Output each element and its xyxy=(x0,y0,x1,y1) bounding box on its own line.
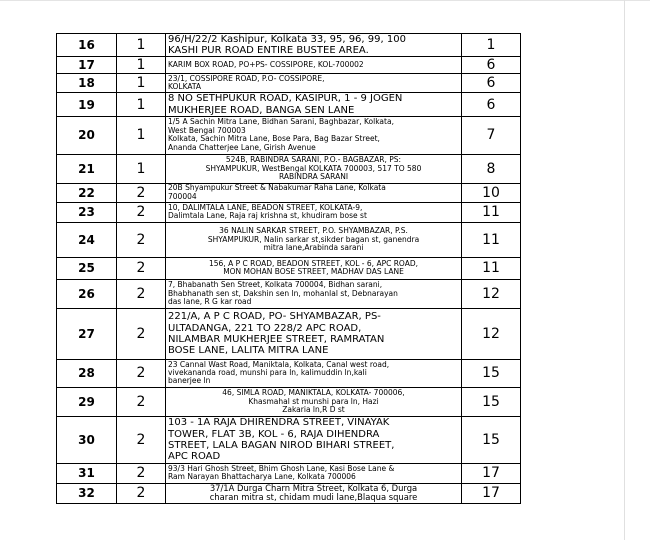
assembly-number-cell: 1 xyxy=(117,116,166,154)
serial-number-cell: 32 xyxy=(57,483,117,503)
table-row xyxy=(57,279,521,308)
table-row xyxy=(57,202,521,222)
serial-number-cell: 16 xyxy=(57,34,117,57)
serial-number-cell: 29 xyxy=(57,387,117,416)
assembly-number-cell: 2 xyxy=(117,463,166,483)
serial-number-cell: 19 xyxy=(57,93,117,116)
table-row xyxy=(57,257,521,279)
page-right-edge xyxy=(624,0,625,540)
ward-number-cell: 17 xyxy=(462,463,521,483)
serial-number-cell: 20 xyxy=(57,116,117,154)
ward-number-cell: 15 xyxy=(462,416,521,463)
assembly-number-cell: 2 xyxy=(117,279,166,308)
address-cell: 96/H/22/2 Kashipur, Kolkata 33, 95, 96, 99, 100 KASHI PUR ROAD ENTIRE BUSTEE AREA. xyxy=(166,34,462,57)
address-cell: 1/5 A Sachin Mitra Lane, Bidhan Sarani, Baghbazar, Kolkata, West Bengal 700003 Kolkata, Sachin Mitra Lane, Bose Para, Bag Bazar Street, Ananda Chatterjee Lane, Girish Avenue xyxy=(166,116,462,154)
table-row xyxy=(57,34,521,57)
address-cell: 93/3 Hari Ghosh Street, Bhim Ghosh Lane, Kasi Bose Lane & Ram Narayan Bhattacharya Lane, Kolkata 700006 xyxy=(166,463,462,483)
ward-number-cell: 15 xyxy=(462,359,521,387)
table-row xyxy=(57,359,521,387)
table-row xyxy=(57,222,521,257)
address-cell: 221/A, A P C ROAD, PO- SHYAMBAZAR, PS- ULTADANGA, 221 TO 228/2 APC ROAD, NILAMBAR MUKHERJEE STREET, RAMRATAN BOSE LANE, LALITA MITRA LANE xyxy=(166,308,462,359)
ward-number-cell: 11 xyxy=(462,257,521,279)
address-cell: 46, SIMLA ROAD, MANIKTALA, KOLKATA- 700006, Khasmahal st munshi para ln, Hazi Zakaria ln,R D st xyxy=(166,387,462,416)
table-row xyxy=(57,416,521,463)
serial-number-cell: 26 xyxy=(57,279,117,308)
address-cell: 37/1A Durga Charn Mitra Street, Kolkata 6, Durga charan mitra st, chidam mudi lane,Blaqua square xyxy=(166,483,462,503)
ward-number-cell: 1 xyxy=(462,34,521,57)
assembly-number-cell: 2 xyxy=(117,308,166,359)
ward-number-cell: 12 xyxy=(462,308,521,359)
assembly-number-cell: 2 xyxy=(117,222,166,257)
assembly-number-cell: 1 xyxy=(117,74,166,93)
address-cell: 20B Shyampukur Street & Nabakumar Raha Lane, Kolkata 700004 xyxy=(166,183,462,202)
page-top-edge xyxy=(0,0,650,1)
serial-number-cell: 17 xyxy=(57,57,117,74)
assembly-number-cell: 2 xyxy=(117,387,166,416)
address-cell: 156, A P C ROAD, BEADON STREET, KOL - 6, APC ROAD, MON MOHAN BOSE STREET, MADHAV DAS LANE xyxy=(166,257,462,279)
assembly-number-cell: 2 xyxy=(117,483,166,503)
ward-number-cell: 17 xyxy=(462,483,521,503)
address-cell: 8 NO SETHPUKUR ROAD, KASIPUR, 1 - 9 JOGEN MUKHERJEE ROAD, BANGA SEN LANE xyxy=(166,93,462,116)
table-row xyxy=(57,308,521,359)
address-cell: 36 NALIN SARKAR STREET, P.O. SHYAMBAZAR, P.S. SHYAMPUKUR, Nalin sarkar st,sikder bagan st, ganendra mitra lane,Arabinda sarani xyxy=(166,222,462,257)
table-row xyxy=(57,93,521,116)
table-row xyxy=(57,57,521,74)
serial-number-cell: 25 xyxy=(57,257,117,279)
serial-number-cell: 28 xyxy=(57,359,117,387)
address-cell: 23/1, COSSIPORE ROAD, P.O- COSSIPORE, KOLKATA xyxy=(166,74,462,93)
assembly-number-cell: 2 xyxy=(117,183,166,202)
address-table xyxy=(56,33,521,504)
table-row xyxy=(57,154,521,183)
ward-number-cell: 6 xyxy=(462,74,521,93)
serial-number-cell: 23 xyxy=(57,202,117,222)
table-row xyxy=(57,463,521,483)
ward-number-cell: 12 xyxy=(462,279,521,308)
address-cell: 10, DALIMTALA LANE, BEADON STREET, KOLKATA-9, Dalimtala Lane, Raja raj krishna st, khudiram bose st xyxy=(166,202,462,222)
serial-number-cell: 30 xyxy=(57,416,117,463)
serial-number-cell: 24 xyxy=(57,222,117,257)
table-row xyxy=(57,387,521,416)
ward-number-cell: 8 xyxy=(462,154,521,183)
ward-number-cell: 11 xyxy=(462,202,521,222)
address-cell: KARIM BOX ROAD, PO+PS- COSSIPORE, KOL-700002 xyxy=(166,57,462,74)
address-cell: 23 Cannal Wast Road, Maniktala, Kolkata, Canal west road, vivekananda road, munshi para ln, kalimuddin ln,kali banerjee ln xyxy=(166,359,462,387)
ward-number-cell: 6 xyxy=(462,57,521,74)
ward-number-cell: 15 xyxy=(462,387,521,416)
serial-number-cell: 21 xyxy=(57,154,117,183)
assembly-number-cell: 1 xyxy=(117,93,166,116)
assembly-number-cell: 2 xyxy=(117,359,166,387)
ward-number-cell: 6 xyxy=(462,93,521,116)
serial-number-cell: 22 xyxy=(57,183,117,202)
ward-number-cell: 11 xyxy=(462,222,521,257)
address-cell: 524B, RABINDRA SARANI, P.O.- BAGBAZAR, PS: SHYAMPUKUR, WestBengal KOLKATA 700003, 517 TO 580 RABINDRA SARANI xyxy=(166,154,462,183)
assembly-number-cell: 1 xyxy=(117,154,166,183)
address-cell: 103 - 1A RAJA DHIRENDRA STREET, VINAYAK TOWER, FLAT 3B, KOL - 6, RAJA DIHENDRA STREET, LALA BAGAN NIROD BIHARI STREET, APC ROAD xyxy=(166,416,462,463)
table-row xyxy=(57,183,521,202)
serial-number-cell: 27 xyxy=(57,308,117,359)
serial-number-cell: 31 xyxy=(57,463,117,483)
assembly-number-cell: 1 xyxy=(117,34,166,57)
assembly-number-cell: 2 xyxy=(117,202,166,222)
ward-number-cell: 7 xyxy=(462,116,521,154)
address-cell: 7, Bhabanath Sen Street, Kolkata 700004, Bidhan sarani, Bhabhanath sen st, Dakshin sen ln, mohanlal st, Debnarayan das lane, R G kar road xyxy=(166,279,462,308)
assembly-number-cell: 1 xyxy=(117,57,166,74)
serial-number-cell: 18 xyxy=(57,74,117,93)
table-row xyxy=(57,483,521,503)
ward-number-cell: 10 xyxy=(462,183,521,202)
assembly-number-cell: 2 xyxy=(117,257,166,279)
table-row xyxy=(57,74,521,93)
assembly-number-cell: 2 xyxy=(117,416,166,463)
table-row xyxy=(57,116,521,154)
